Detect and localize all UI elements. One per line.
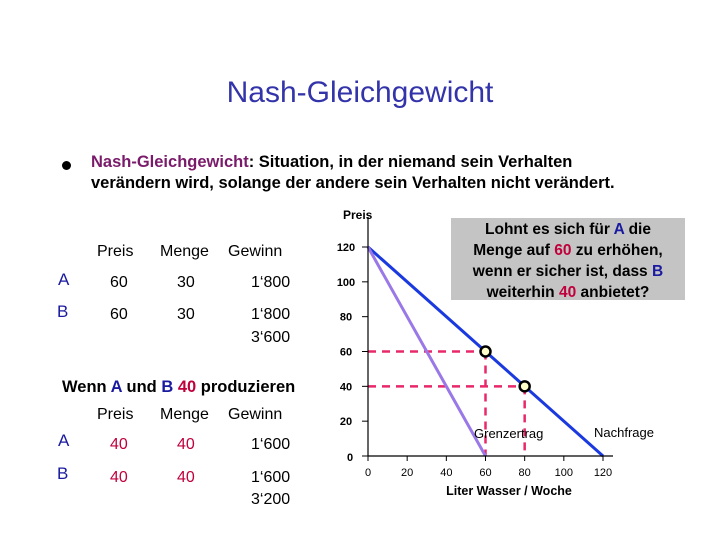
table2-row-b-label: B (57, 464, 69, 483)
table2-header-menge: Menge (160, 406, 209, 423)
callout-question: Lohnt es sich für A die Menge auf 60 zu erhöhen, wenn er sicher ist, dass B weiterhin 40 anbietet? (472, 221, 664, 301)
table2-header-preis: Preis (97, 406, 134, 423)
y-tick-label-100: 100 (336, 276, 356, 289)
y-tick-label-80: 80 (339, 311, 353, 324)
table2-row-b-preis: 40 (110, 469, 128, 486)
series-label-nachfrage: Nachfrage (594, 425, 654, 440)
scenario-quantity: 40 (177, 378, 197, 396)
y-tick-label-120: 120 (336, 242, 356, 254)
x-tick-label-0: 0 (364, 467, 372, 479)
table1-row-a-gewinn: 1‘800 (251, 274, 291, 291)
table2-row-b-gewinn: 1‘600 (251, 469, 291, 486)
table1-header-gewinn: Gewinn (228, 243, 283, 260)
definition-term: Nash-Gleichgewicht (91, 153, 249, 171)
y-tick-label-60: 60 (339, 346, 353, 359)
table2-row-a-gewinn: 1‘600 (251, 436, 291, 453)
table2-total: 3‘200 (251, 491, 291, 508)
table1-row-b-preis: 60 (110, 306, 128, 323)
x-tick-label-80: 80 (518, 467, 531, 479)
table2-row-a-menge: 40 (177, 436, 195, 453)
scenario-firm-a: A (110, 378, 122, 396)
table1-row-a-menge: 30 (177, 274, 195, 291)
table1-row-a-preis: 60 (110, 274, 128, 291)
scenario-heading: Wenn A und B 40 produzieren (62, 378, 296, 396)
callout-firm-b: B (652, 263, 664, 280)
table2-row-a-preis: 40 (110, 436, 128, 453)
table1-row-b-label: B (57, 302, 69, 321)
table1-total: 3‘600 (251, 329, 291, 346)
x-tick-label-40: 40 (440, 467, 453, 479)
equilibrium-point-0 (481, 347, 491, 357)
callout-value-40: 40 (558, 284, 577, 301)
y-axis-label: Preis (343, 208, 373, 222)
scenario-firm-b: B (161, 378, 174, 396)
table2-header-gewinn: Gewinn (228, 406, 283, 423)
x-tick-label-20: 20 (401, 467, 414, 479)
table1-row-b-menge: 30 (177, 306, 195, 323)
table1-row-b-gewinn: 1‘800 (251, 306, 291, 323)
x-tick-label-60: 60 (479, 467, 492, 479)
definition-line1: : Situation, in der niemand sein Verhalten (248, 153, 573, 171)
y-tick-label-20: 20 (339, 416, 353, 429)
table1-header-preis: Preis (97, 243, 134, 260)
x-tick-label-120: 120 (593, 467, 613, 479)
table1-row-a-label: A (58, 270, 70, 289)
table1-header-menge: Menge (160, 243, 209, 260)
x-tick-label-100: 100 (554, 467, 574, 479)
y-tick-label-0: 0 (346, 452, 354, 464)
x-axis-label: Liter Wasser / Woche (446, 484, 572, 498)
definition-line2: verändern wird, solange der andere sein Verhalten nicht verändert. (91, 174, 615, 192)
callout-firm-a: A (613, 221, 625, 238)
equilibrium-point-1 (520, 381, 530, 391)
callout-value-60: 60 (554, 242, 572, 259)
series-label-grenzertrag: Grenzertrag (474, 426, 544, 441)
table2-row-a-label: A (58, 431, 70, 450)
table2-row-b-menge: 40 (177, 469, 195, 486)
y-tick-label-40: 40 (339, 381, 353, 394)
page-title: Nash-Gleichgewicht (226, 76, 494, 109)
